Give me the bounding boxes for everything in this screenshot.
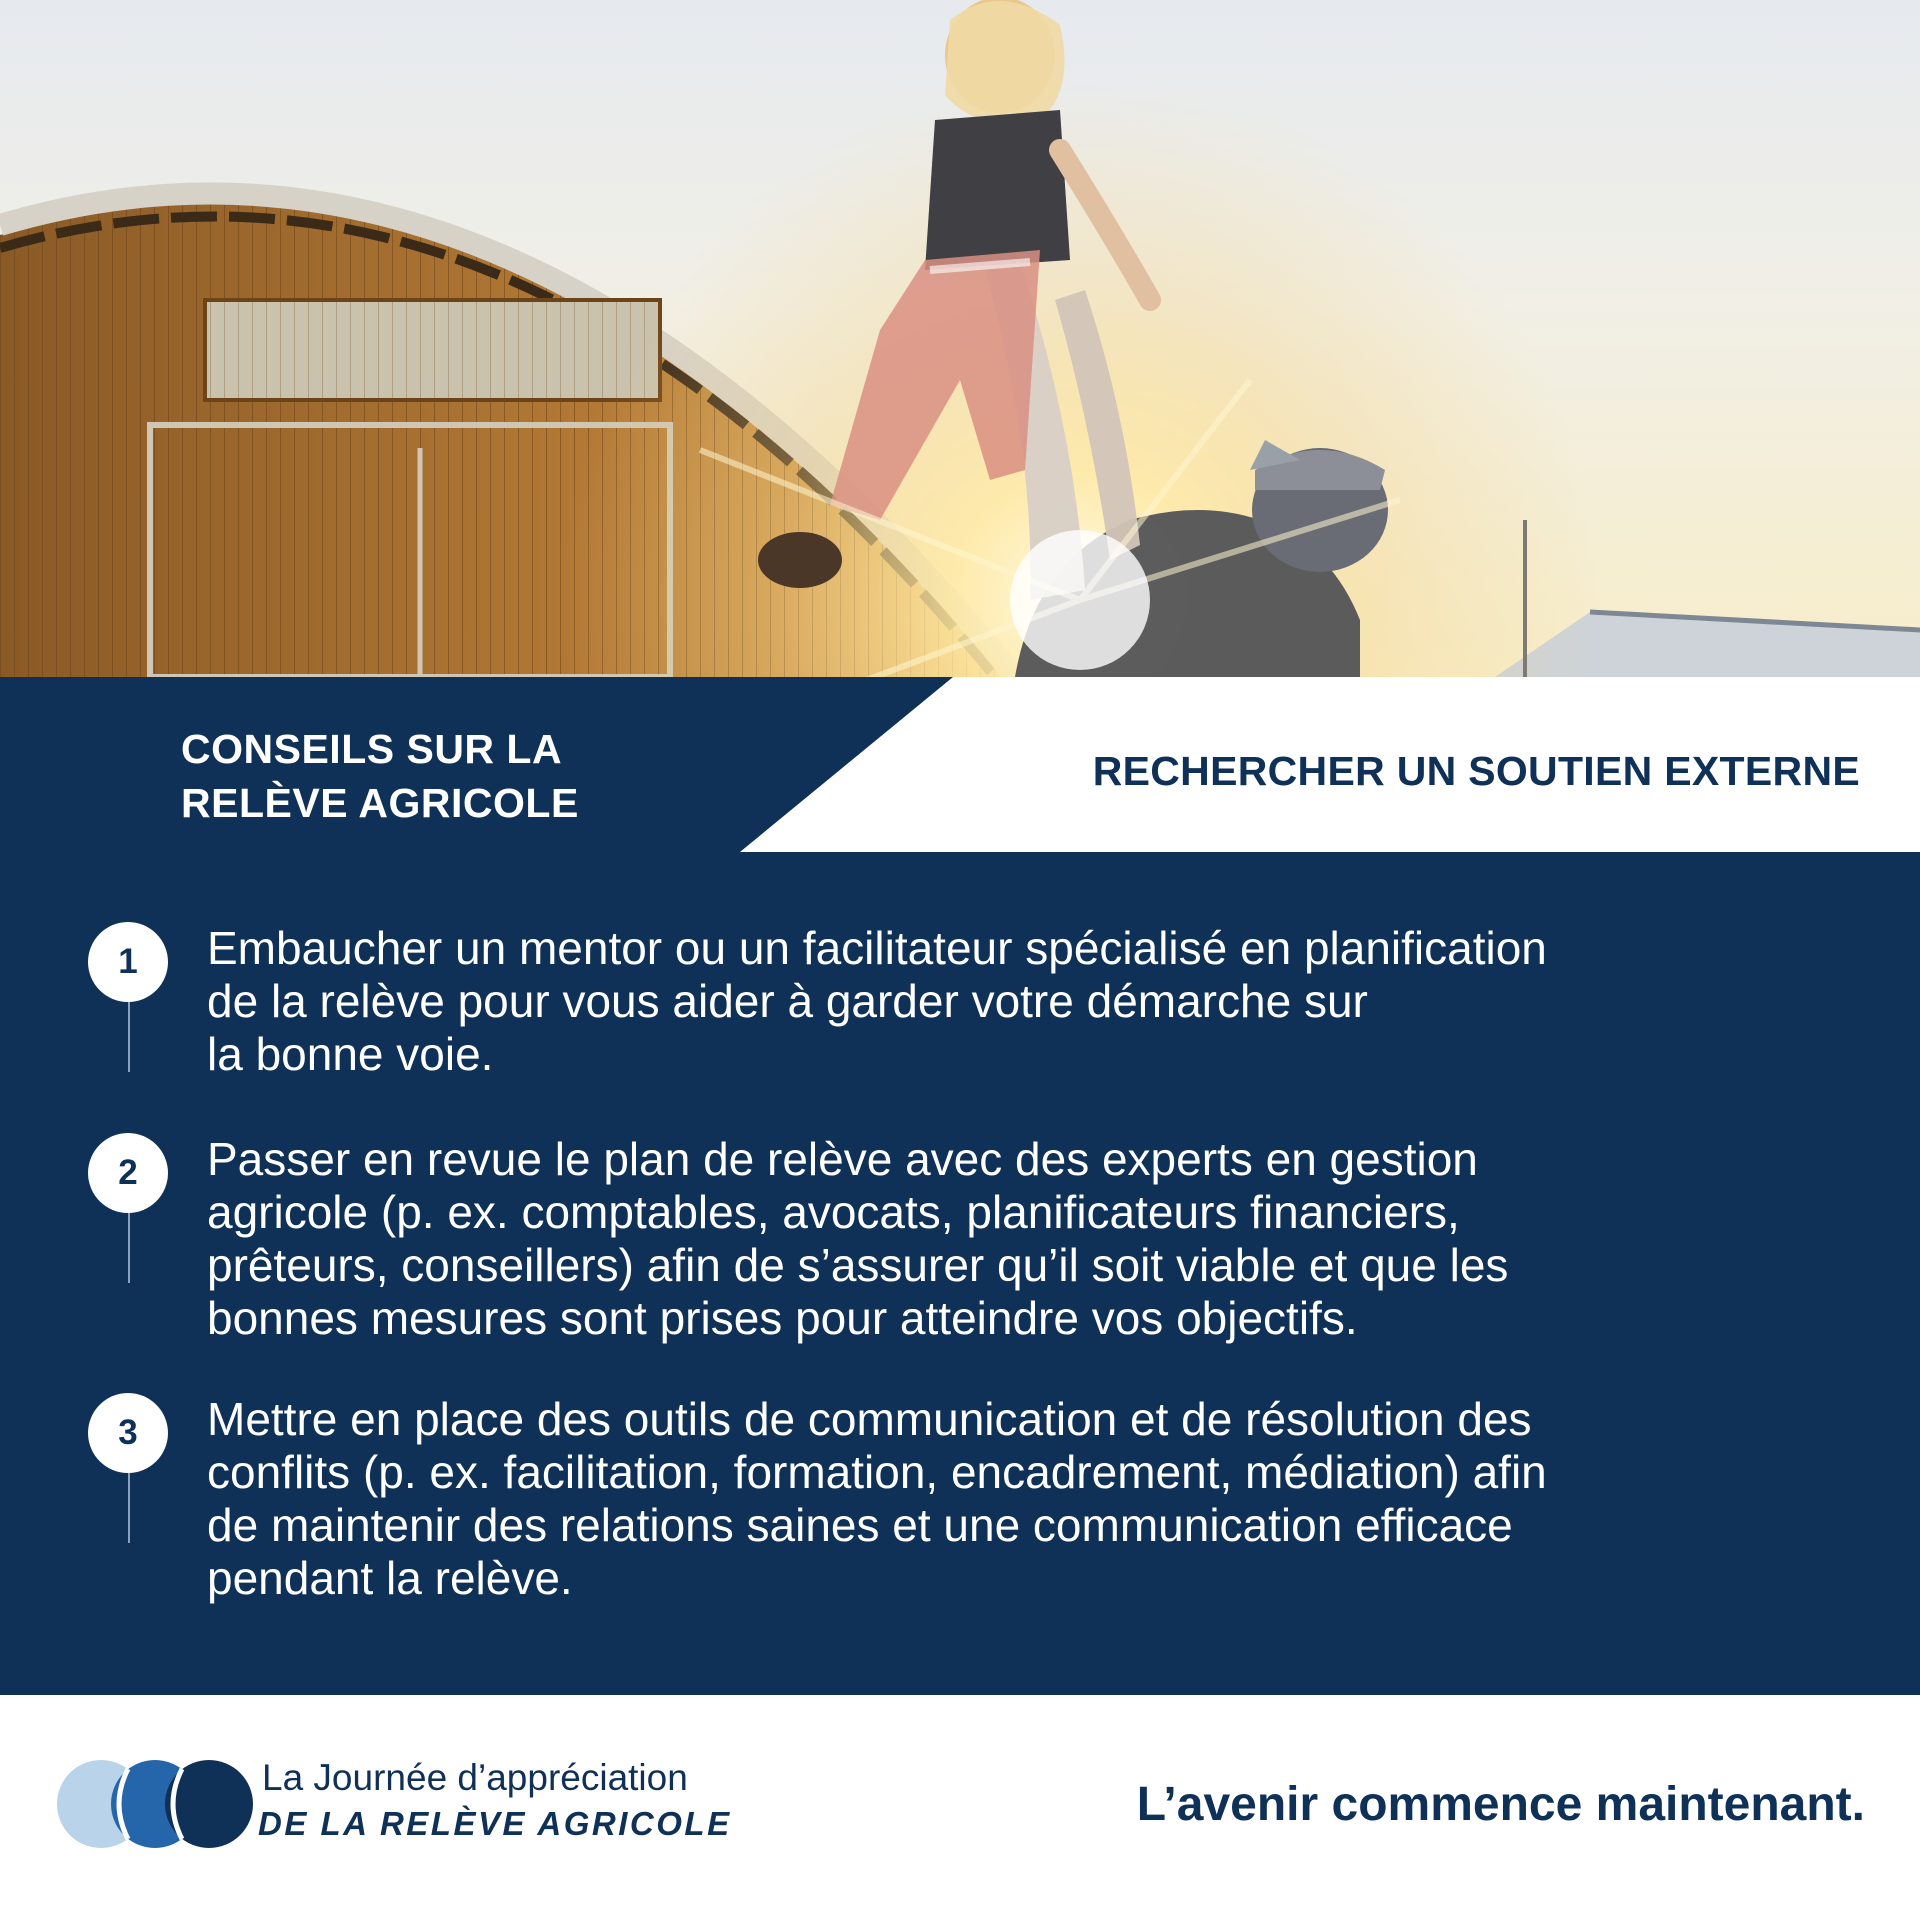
tip-text-line: de la relève pour vous aider à garder votre démarche sur xyxy=(207,975,1368,1027)
tip-text-line: la bonne voie. xyxy=(207,1028,494,1080)
three-circles-logo-icon xyxy=(55,1758,255,1850)
tip-text-line: bonnes mesures sont prises pour atteindre vos objectifs. xyxy=(207,1292,1358,1344)
tip-text xyxy=(207,1133,1867,1345)
tip-connector-line xyxy=(128,1473,130,1543)
tip-connector-line xyxy=(128,1002,130,1072)
tip-text-line: agricole (p. ex. comptables, avocats, planificateurs financiers, xyxy=(207,1186,1460,1238)
tip-connector-line xyxy=(128,1213,130,1283)
logo-text-line1: La Journée d’appréciation xyxy=(262,1757,688,1798)
hero-illustration xyxy=(0,0,1920,677)
tagline: L’avenir commence maintenant. xyxy=(1136,1778,1865,1831)
series-title-line1: CONSEILS SUR LA xyxy=(181,726,563,772)
tip-text-line: prêteurs, conseillers) afin de s’assurer qu’il soit viable et que les xyxy=(207,1239,1509,1291)
tip-text-line: pendant la relève. xyxy=(207,1552,573,1604)
series-title-line2: RELÈVE AGRICOLE xyxy=(181,780,579,826)
logo-text-line2: DE LA RELÈVE AGRICOLE xyxy=(258,1805,732,1842)
section-title: RECHERCHER UN SOUTIEN EXTERNE xyxy=(1092,748,1860,794)
tip-text-line: conflits (p. ex. facilitation, formation, encadrement, médiation) afin xyxy=(207,1446,1547,1498)
tip-number-badge: 3 xyxy=(88,1393,168,1473)
tip-text-line: de maintenir des relations saines et une communication efficace xyxy=(207,1499,1513,1551)
tip-text-line: Embaucher un mentor ou un facilitateur spécialisé en planification xyxy=(207,922,1547,974)
tip-number-badge: 1 xyxy=(88,922,168,1002)
series-title xyxy=(181,722,681,830)
hero-photo xyxy=(0,0,1920,677)
tip-text-line: Passer en revue le plan de relève avec des experts en gestion xyxy=(207,1133,1478,1185)
tip-number-badge: 2 xyxy=(88,1133,168,1213)
tip-text xyxy=(207,922,1867,1081)
tip-text-line: Mettre en place des outils de communication et de résolution des xyxy=(207,1393,1532,1445)
tip-text xyxy=(207,1393,1867,1605)
